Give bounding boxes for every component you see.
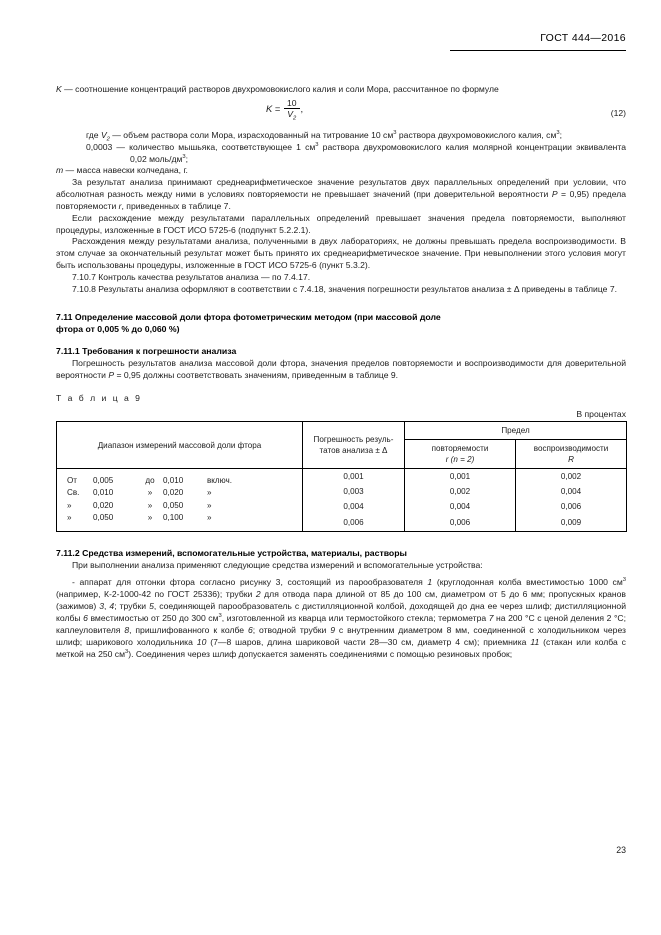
table-cell-repeatability: 0,001 0,002 0,004 0,006 xyxy=(405,469,516,532)
spacer xyxy=(56,532,626,548)
definition-m-text: — масса навески колчедана, г. xyxy=(63,165,188,176)
table-row xyxy=(57,469,627,532)
definition-m: m — масса навески колчедана, г. xyxy=(56,165,188,176)
paragraph-7-11-2-apparatus: - аппарат для отгонки фтора согласно рисунку 3, состоящий из парообразователя 1 (круглодонная колба вместимостью 1000 $см^3$ (например, К-2-1000-42 по ГОСТ 25336); трубки 2 для отвода пара длиной от 85 до 100 см, диаметром от 5 до 6 мм; пропускных кранов (зажимов) 3, 4; трубки 5, соединяющей парообразователь с дистилляционной колбой, доходящей до дна ее через шлиф; дистилляционной колбы 6 вместимостью от 250 до 300 $см^3$, изготовленной из кварца или термостойкого стекла; термометра 7 на 200 °C с ценой деления 2 °C; каплеуловителя 8, пришлифованного к колбе 6; отводной трубки 9 с внутренним диаметром 8 мм, соединенной с холодильником через шлиф; шарикового холодильника 10 (7—8 шаров, длина шариковой части 28—30 см, диаметр 4 см); приемника 11 (стакан или колба с меткой на 250 $см^3$). Соединения через шлиф допускается заменять соединениями с помощью резиновых пробок; xyxy=(56,577,626,659)
table-header-range: Диапазон измерений массовой доли фтора xyxy=(57,422,303,469)
heading-7-11 xyxy=(56,312,626,336)
range-row-2: Св. 0,010 » 0,020 » xyxy=(67,488,212,498)
paragraph-7-11-2-intro: При выполнении анализа применяют следующие средства измерений и вспомогательные устройства: xyxy=(72,559,483,570)
formula-numerator: 10 xyxy=(286,97,297,108)
definition-constant-text: — количество мышьяка, соответствующее 1 $см^3$ раствора двухромовокислого калия молярной концентрации эквивалента 0,02 моль/$дм^3$; xyxy=(112,141,627,164)
table-9-units-note: В процентах xyxy=(576,409,626,420)
table-header-row-1 xyxy=(57,422,627,440)
formula-equals: = xyxy=(272,102,283,114)
range-row-1: От 0,005 до 0,010 включ. xyxy=(67,476,233,486)
formula-denominator: $V_2$ xyxy=(287,108,297,122)
range-row-4: » 0,050 » 0,100 » xyxy=(67,513,212,523)
table-cell-errors: 0,001 0,003 0,004 0,006 xyxy=(303,469,405,532)
paragraph-reproducibility: Расхождения между результатами анализа, полученными в двух лабораториях, не должны превышать предела воспроизводимости. В этом случае за окончательный результат может быть принято их среднеарифметическое значение. При невыполнении этого условия могут быть использованы процедуры, изложенные в ГОСТ ИСО 5725-6 (пункт 5.3.2). xyxy=(56,236,626,271)
definition-v2-text: — объем раствора соли Мора, израсходованный на титрование 10 $см^3$ раствора двухромовокислого калия, $см^3$; xyxy=(109,129,563,140)
formula-lhs: K xyxy=(266,102,273,114)
spacer xyxy=(56,296,626,312)
heading-7-11-line1: 7.11 Определение массовой доли фтора фотометрическим методом (при массовой доле xyxy=(56,311,441,322)
table-header-error: Погрешность резуль- татов анализа ± Δ xyxy=(303,422,405,469)
paragraph-averaging-rule: За результат анализа принимают среднеарифметическое значение результатов двух параллельных определений при условии, что абсолютная разность между ними в условиях повторяемости не превышает значений (при доверительной вероятности P = 0,95) предела повторяемости r, приведенных в таблице 7. xyxy=(56,177,626,211)
definition-v2: где $V_2$ — объем раствора соли Мора, израсходованный на титрование 10 $см^3$ раствора двухромовокислого калия, $см^3$; xyxy=(86,129,563,143)
formula-fraction xyxy=(284,97,300,122)
definition-constant-value: 0,0003 xyxy=(86,141,113,152)
heading-7-11-1: 7.11.1 Требования к погрешности анализа xyxy=(56,346,237,357)
where-label: где xyxy=(86,129,101,140)
table-cell-reproducibility: 0,002 0,004 0,006 0,009 xyxy=(516,469,627,532)
table-cell-ranges xyxy=(57,469,303,532)
formula-trailing-comma: , xyxy=(300,102,304,114)
formula-12-row xyxy=(56,96,626,130)
spacer xyxy=(56,335,626,346)
table-9 xyxy=(56,421,627,532)
paragraph-repeatability-exceeded: Если расхождение между результатами параллельных определений превышает значения предела повторяемости, выполняют процедуры, изложенные в ГОСТ ИСО 5725-6 (подпункт 5.2.2.1). xyxy=(56,212,626,235)
spacer xyxy=(56,382,626,393)
table-header-repeatability: повторяемости r (n = 2) xyxy=(405,440,516,469)
range-row-3: » 0,020 » 0,050 » xyxy=(67,500,212,510)
clause-7-10-8: 7.10.8 Результаты анализа оформляют в соответствии с 7.4.18, значения погрешности результатов анализа ± Δ приведены в таблице 7. xyxy=(72,283,618,294)
table-header-limit-group: Предел xyxy=(405,422,627,440)
heading-7-11-2: 7.11.2 Средства измерений, вспомогательные устройства, материалы, растворы xyxy=(56,547,407,558)
table-9-caption: Т а б л и ц а 9 xyxy=(56,393,142,404)
document-body xyxy=(56,84,626,660)
page-number: 23 xyxy=(616,845,626,855)
paragraph-7-11-1-text: Погрешность результатов анализа массовой доли фтора, значения пределов повторяемости и воспроизводимости для доверительной вероятности P = 0,95 должны соответствовать значениям, приведенным в таблице 9. xyxy=(56,358,626,381)
definition-k: K — соотношение концентраций растворов двухромовокислого калия и соли Мора, рассчитанное по формуле xyxy=(56,84,499,94)
heading-7-11-line2: фтора от 0,005 % до 0,060 %) xyxy=(56,323,180,334)
clause-7-10-7: 7.10.7 Контроль качества результатов анализа — по 7.4.17. xyxy=(72,271,311,282)
table-header-reproducibility: воспроизводимости R xyxy=(516,440,627,469)
page-header-standard-number: ГОСТ 444—2016 xyxy=(540,32,626,44)
header-divider-rule xyxy=(450,50,626,51)
definition-k-text: — соотношение концентраций растворов двухромовокислого калия и соли Мора, рассчитанное по формуле xyxy=(61,84,499,94)
definition-constant xyxy=(56,142,626,166)
formula-number: (12) xyxy=(610,107,626,118)
formula-12 xyxy=(266,97,304,122)
